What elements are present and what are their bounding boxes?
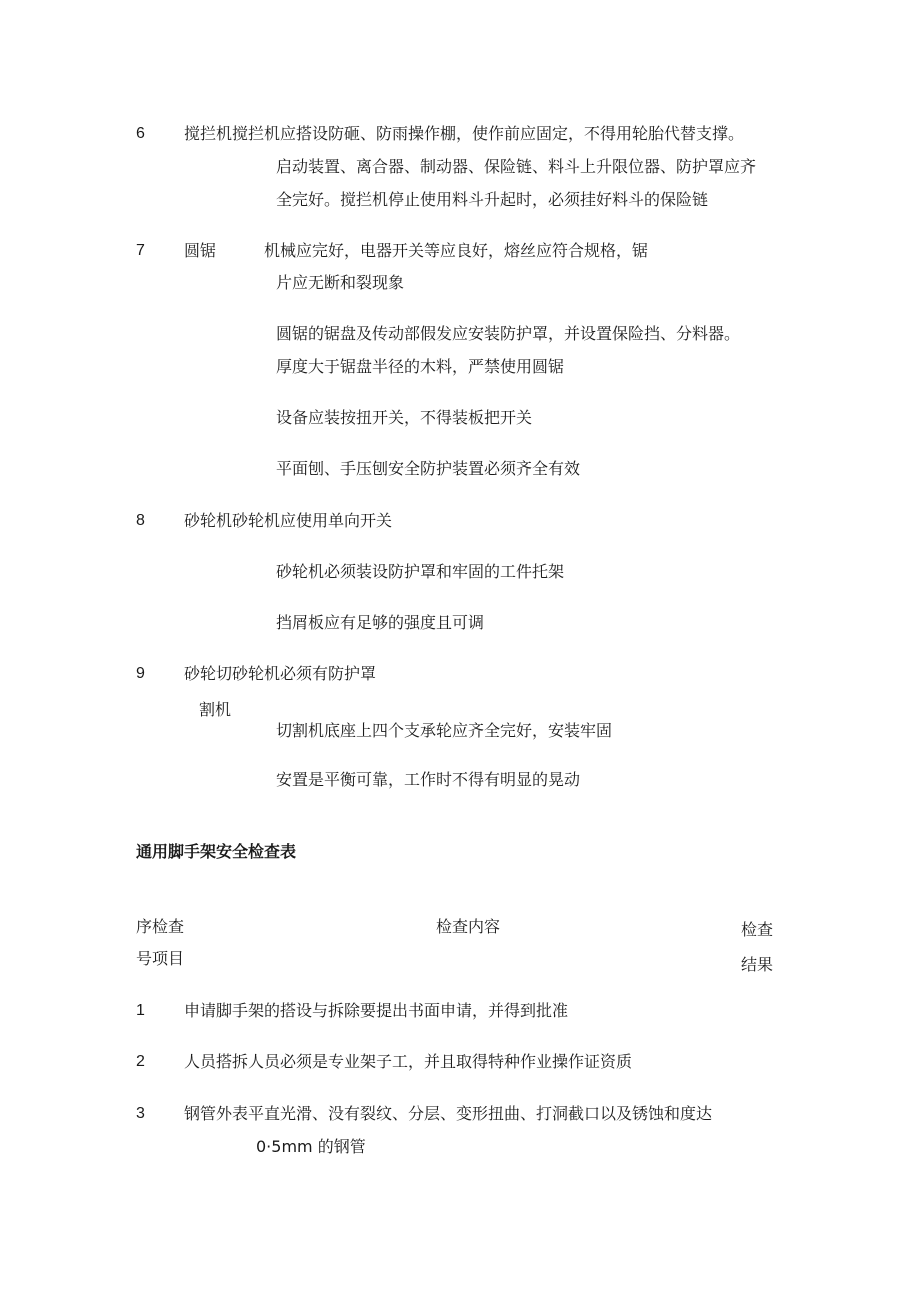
header-col1-line-1: 序检查 [136, 917, 185, 936]
item-7-line-3: 圆锯的锯盘及传动部假发应安装防护罩，并设置保险挡、分料器。 [276, 324, 741, 343]
header-col1-line-2: 号项目 [136, 949, 185, 968]
row-3-text-2: 0·5mm 的钢管 [256, 1137, 366, 1156]
item-8-line-3: 挡屑板应有足够的强度且可调 [276, 613, 485, 632]
item-8-line-1: 砂轮机砂轮机应使用单向开关 [184, 511, 393, 530]
row-1-number: 1 [136, 1002, 145, 1019]
item-6-line-1: 搅拦机搅拦机应搭设防砸、防雨操作棚，使作前应固定，不得用轮胎代替支撑。 [184, 124, 745, 143]
item-7-name: 圆锯 [184, 241, 217, 260]
item-7-line-2: 片应无断和裂现象 [276, 273, 405, 292]
item-7-line-4: 厚度大于锯盘半径的木料，严禁使用圆锯 [276, 357, 565, 376]
item-6-line-3: 全完好。搅拦机停止使用料斗升起时，必须挂好料斗的保险链 [276, 190, 709, 209]
item-9-name-cont: 割机 [199, 700, 232, 719]
row-3-number: 3 [136, 1105, 145, 1122]
row-3-text: 钢管外表平直光滑、没有裂纹、分层、变形扭曲、打洞截口以及锈蚀和度达 [184, 1104, 713, 1123]
row-2-number: 2 [136, 1053, 145, 1070]
item-7-number: 7 [136, 242, 145, 259]
item-9-line-3: 安置是平衡可靠，工作时不得有明显的晃动 [276, 770, 581, 789]
item-6-number: 6 [136, 125, 145, 142]
header-col2: 检查内容 [436, 917, 501, 936]
item-9-line-2: 切割机底座上四个支承轮应齐全完好，安装牢固 [276, 721, 613, 740]
item-7-line-1: 机械应完好，电器开关等应良好，熔丝应符合规格，锯 [264, 241, 649, 260]
item-9-number: 9 [136, 665, 145, 682]
row-1-text: 申请脚手架的搭设与拆除要提出书面申请，并得到批准 [184, 1001, 569, 1020]
item-9-line-1: 砂轮切砂轮机必须有防护罩 [184, 664, 377, 683]
section-title: 通用脚手架安全检查表 [136, 842, 297, 861]
header-col3-line-1: 检查 [741, 920, 774, 939]
item-8-number: 8 [136, 512, 145, 529]
item-7-line-5: 设备应装按扭开关，不得装板把开关 [276, 408, 533, 427]
header-col3-line-2: 结果 [741, 955, 774, 974]
item-8-line-2: 砂轮机必须装设防护罩和牢固的工件托架 [276, 562, 565, 581]
row-2-text: 人员搭拆人员必须是专业架子工，并且取得特种作业操作证资质 [184, 1052, 633, 1071]
item-7-line-6: 平面刨、手压刨安全防护装置必须齐全有效 [276, 459, 581, 478]
item-6-line-2: 启动装置、离合器、制动器、保险链、料斗上升限位器、防护罩应齐 [276, 157, 757, 176]
